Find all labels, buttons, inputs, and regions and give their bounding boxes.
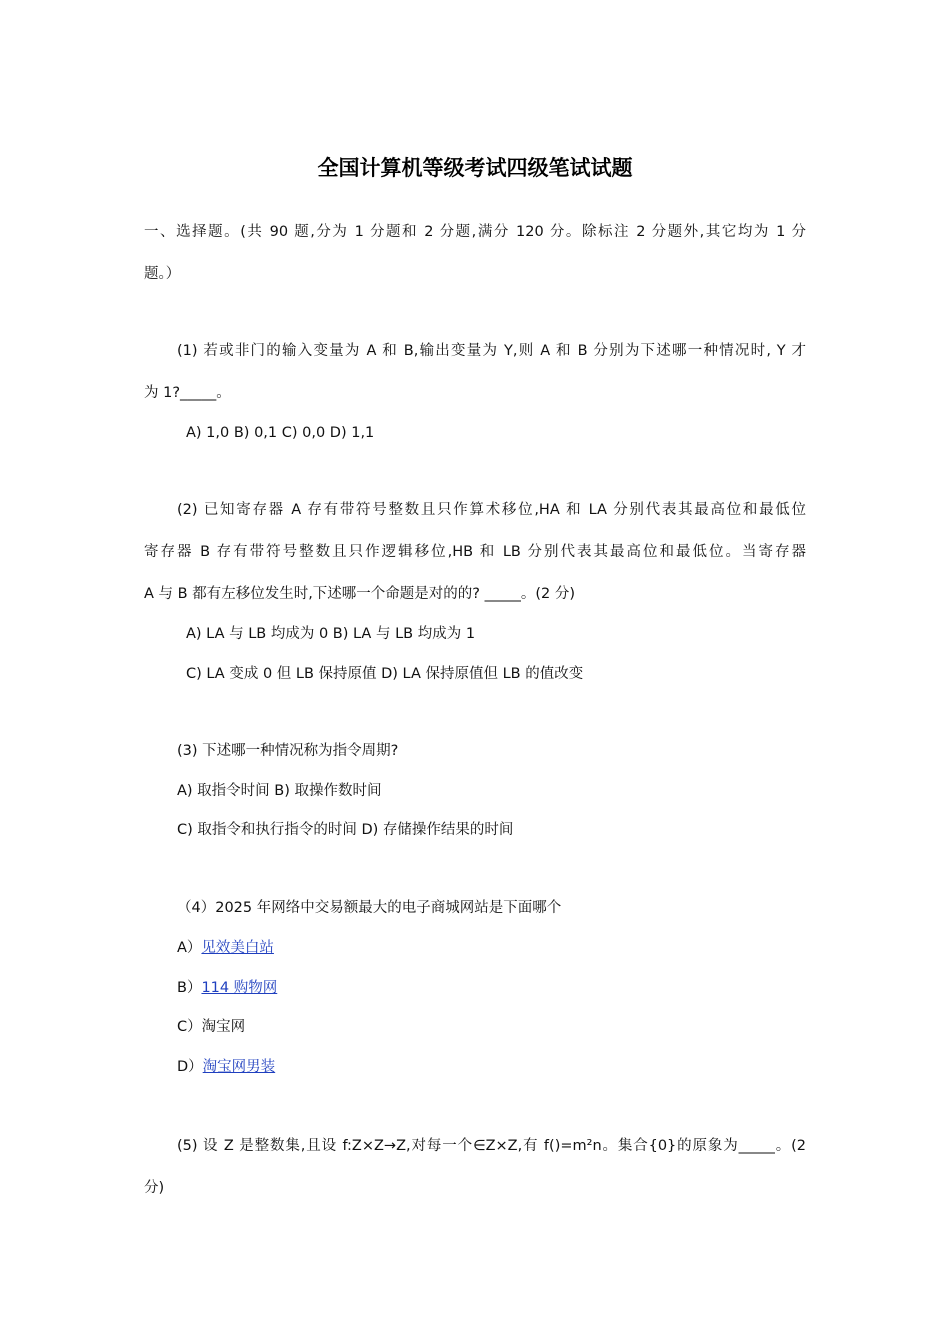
option-prefix: A）: [177, 940, 202, 956]
question-5-stem-line-2: 分): [144, 1180, 165, 1196]
question-2-options-line-1: A) LA 与 LB 均成为 0 B) LA 与 LB 均成为 1: [186, 626, 476, 642]
question-2-stem-line-2: 寄存器 B 存有带符号整数且只作逻辑移位,HB 和 LB 分别代表其最高位和最低位。当寄存器: [144, 544, 806, 560]
question-3-options-line-2: C) 取指令和执行指令的时间 D) 存储操作结果的时间: [177, 822, 514, 838]
question-4-stem: （4）2025 年网络中交易额最大的电子商城网站是下面哪个: [177, 900, 562, 916]
question-4-option-c: [177, 1017, 245, 1037]
question-4-option-b: [177, 978, 277, 998]
option-a-link[interactable]: 见效美白站: [201, 940, 274, 956]
question-3-stem: (3) 下述哪一种情况称为指令周期?: [177, 743, 399, 759]
option-prefix: B）: [177, 980, 202, 996]
question-1-stem-line-1: (1) 若或非门的输入变量为 A 和 B,输出变量为 Y,则 A 和 B 分别为下述哪一种情况时, Y 才: [177, 343, 806, 359]
section-intro-line-2: 题。）: [144, 266, 181, 282]
question-2-options-line-2: C) LA 变成 0 但 LB 保持原值 D) LA 保持原值但 LB 的值改变: [186, 666, 584, 682]
option-prefix: D）: [177, 1059, 203, 1075]
question-2-stem-line-3: A 与 B 都有左移位发生时,下述哪一个命题是对的的? _____。(2 分): [144, 586, 576, 602]
question-3-options-line-1: A) 取指令时间 B) 取操作数时间: [177, 783, 382, 799]
section-intro-line-1: 一、选择题。(共 90 题,分为 1 分题和 2 分题,满分 120 分。除标注 2 分题外,其它均为 1 分: [144, 224, 806, 240]
question-1-options: A) 1,0 B) 0,1 C) 0,0 D) 1,1: [186, 425, 375, 441]
question-5-stem-line-1: (5) 设 Z 是整数集,且设 f:Z×Z→Z,对每一个∈Z×Z,有 f()=m²n。集合{0}的原象为_____。(2: [177, 1138, 806, 1154]
option-b-link[interactable]: 114 购物网: [201, 980, 278, 996]
question-2-stem-line-1: (2) 已知寄存器 A 存有带符号整数且只作算术移位,HA 和 LA 分别代表其最高位和最低位: [177, 502, 806, 518]
option-prefix: C）: [177, 1019, 202, 1035]
option-c-text: 淘宝网: [201, 1019, 246, 1035]
question-1-stem-line-2: 为 1?_____。: [144, 385, 231, 401]
question-4-option-d: [177, 1057, 275, 1077]
option-d-link[interactable]: 淘宝网男装: [202, 1059, 276, 1075]
question-4-option-a: [177, 938, 274, 958]
document-title: 全国计算机等级考试四级笔试试题: [317, 156, 633, 180]
